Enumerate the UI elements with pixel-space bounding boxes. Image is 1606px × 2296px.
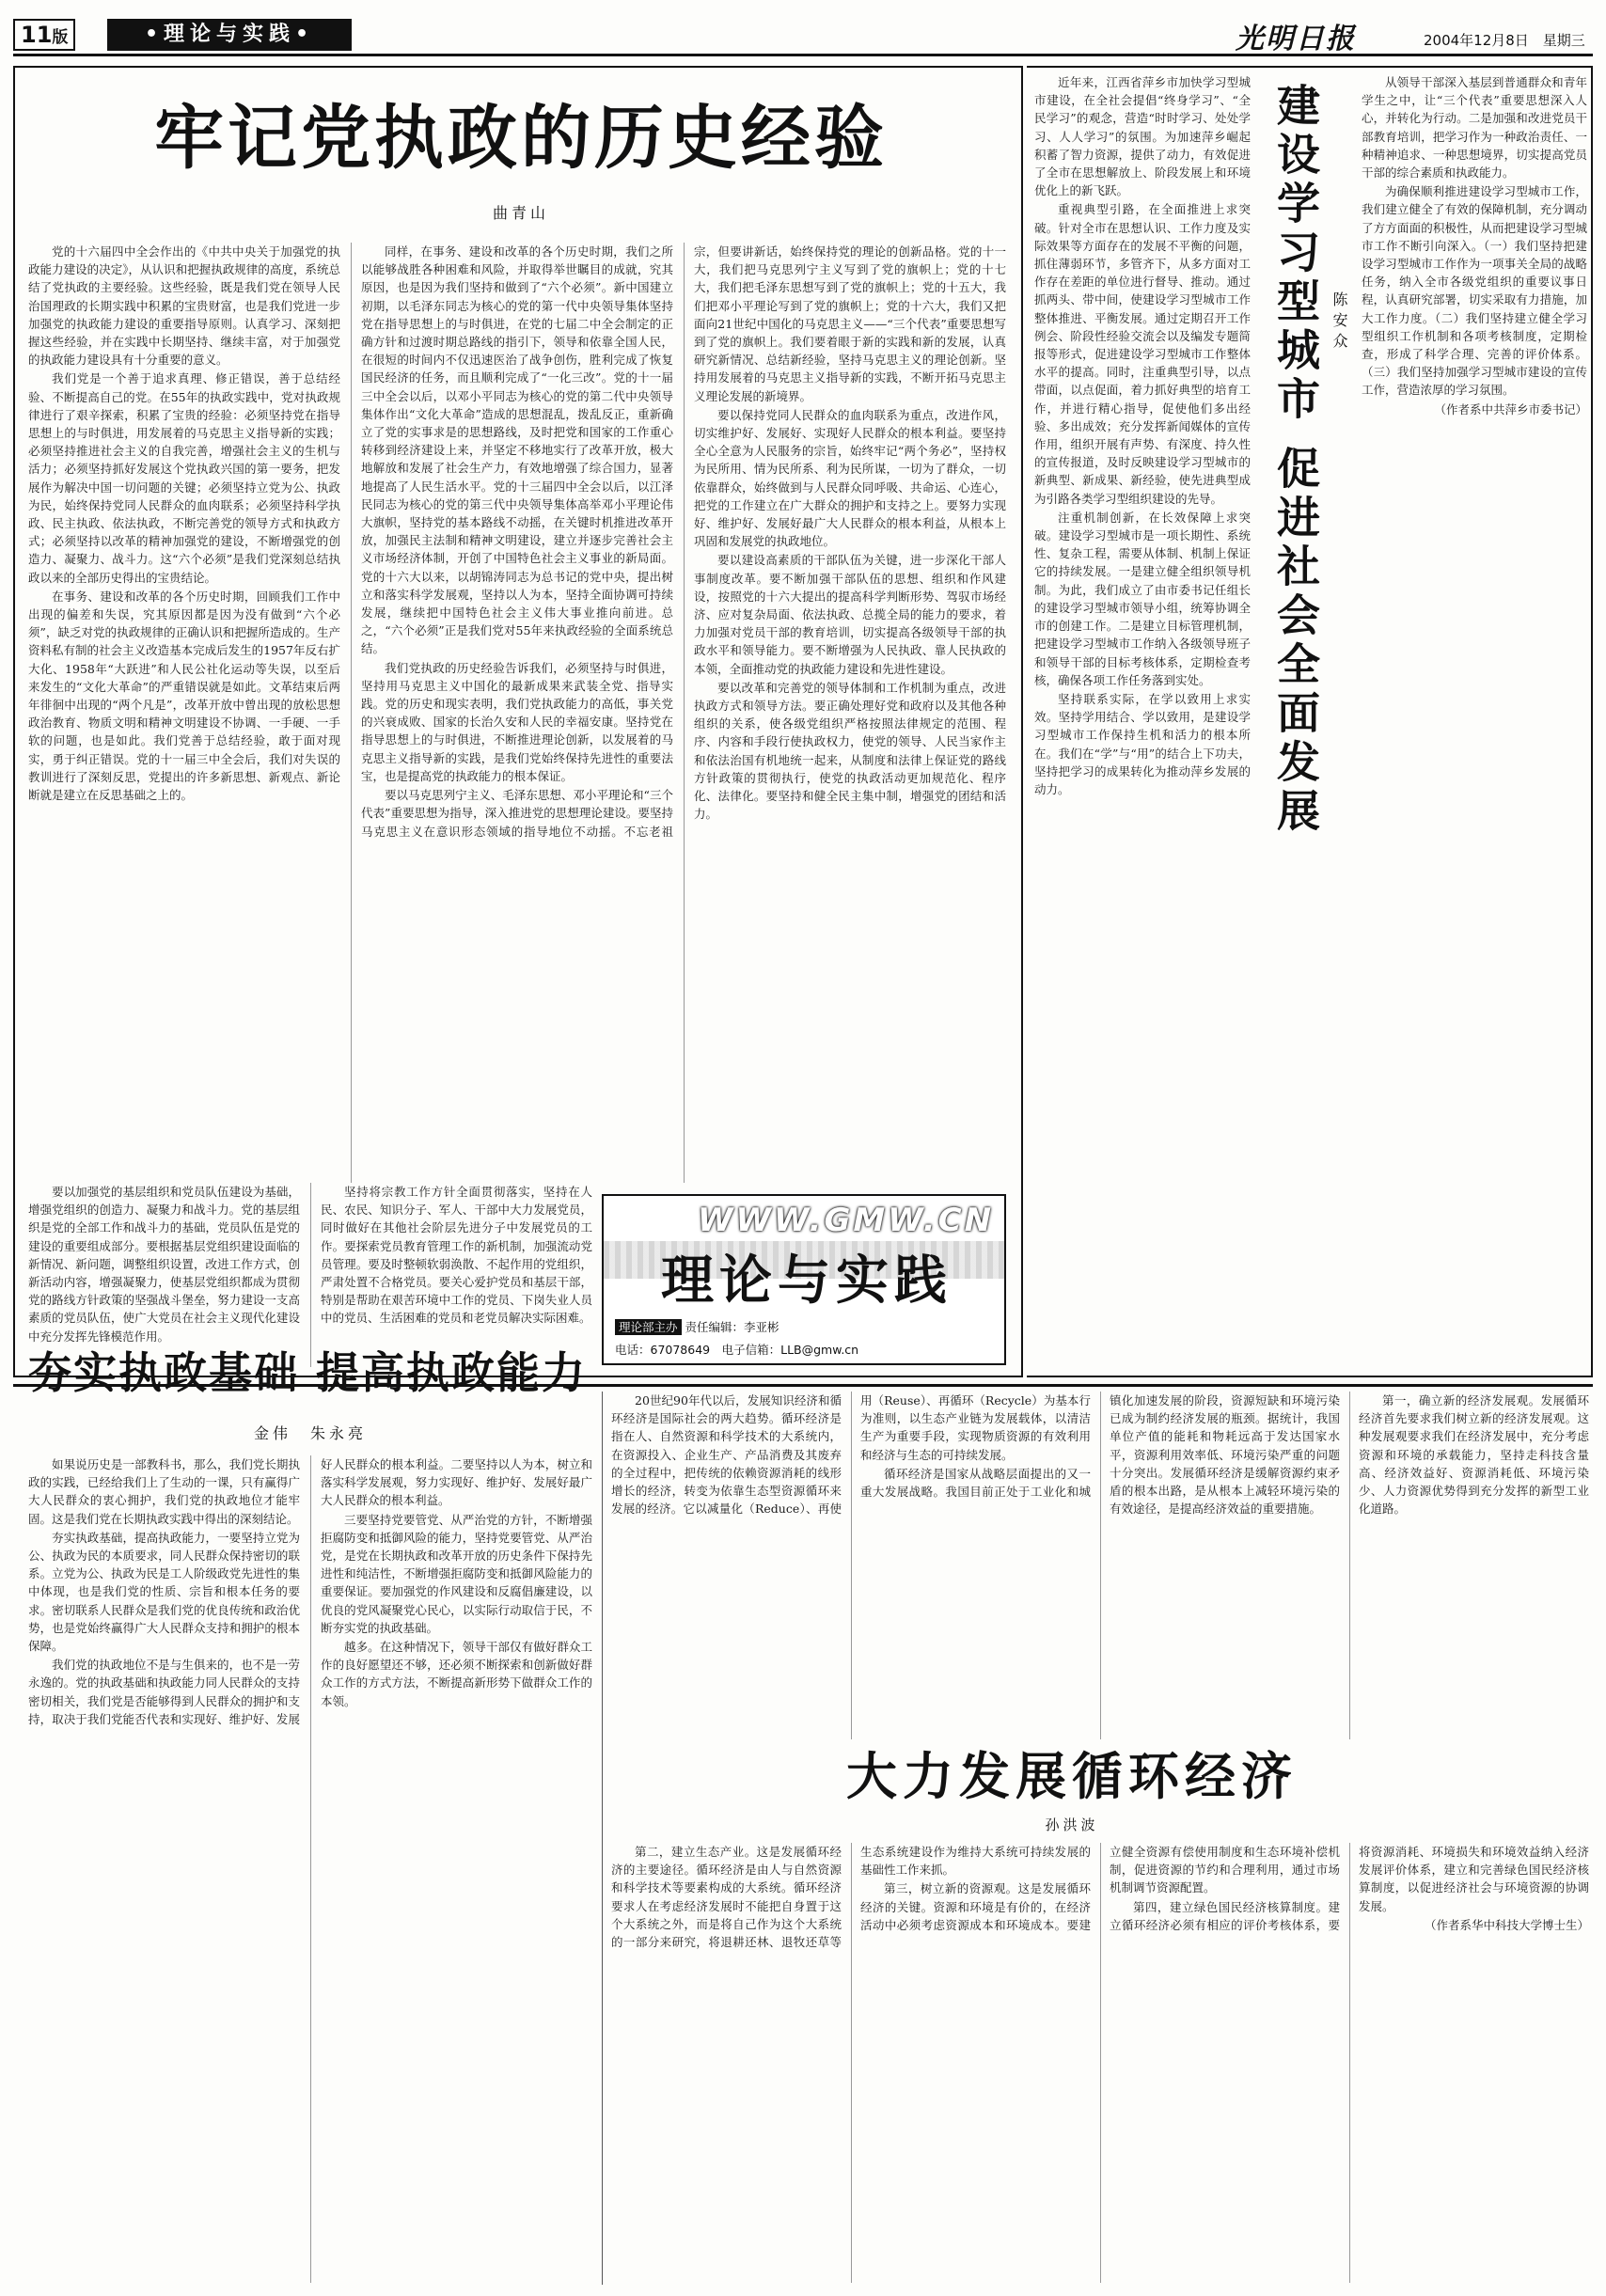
page-number [13,19,75,51]
paragraph: 第二，建立生态产业。这是发展循环经济的主要途径。循环经济是由人与自然资源和科学技术等要素构成的大系统。循环经济要求人在考虑经济发展时不能把自身置于这个大系统之外，而是将自己作为这个大系统的一部分来研究，将退耕还林、退牧还草等生态系统建设作为维持大系统可持续发展的基础性工作来抓。 [611,1845,1091,1950]
paragraph: 夯实执政基础，提高执政能力，一要坚持立党为公、执政为民的本质要求，同人民群众保持密切的联系。立党为公、执政为民是工人阶级政党先进性的集中体现，也是我们党的性质、宗旨和根本任务的要求。密切联系人民群众是我们党的优良传统和政治优势，也是党始终赢得广大人民群众支持和拥护的根本保障。 [28,1530,300,1654]
paragraph: 三要坚持党要管党、从严治党的方针，不断增强拒腐防变和抵御风险的能力，坚持党要管党、从严治党，是党在长期执政和改革开放的历史条件下保持先进性和纯洁性，不断增强拒腐防变和抵御风险能力的重要保证。要加强党的作风建设和反腐倡廉建设，以优良的党风凝聚党心民心，以实际行动取信于民，不断夯实党的执政基础。 [321,1512,592,1635]
paragraph: 要以保持党同人民群众的血肉联系为重点，改进作风，切实维护好、发展好、实现好人民群众的根本利益。要坚持全心全意为人民服务的宗旨，始终牢记“两个务必”，坚持权为民所用、情为民所系、利为民所谋，一切为了群众，一切依靠群众，始终做到与人民群众同呼吸、共命运、心连心，把党的工作建立在广大群众的拥护和支持之上。要努力实现好、维护好、发展好最广大人民群众的根本利益，从根本上巩固和发展党的执政地位。 [694,407,1006,549]
paragraph: 我们党是一个善于追求真理、修正错误，善于总结经验、不断提高自己的党。在55年的执政实践中，党对执政规律进行了艰辛探索，积累了宝贵的经验：必须坚持党在指导思想上的与时俱进，用发展着的马克思主义指导新的实践；必须坚持推进社会主义的自我完善，增强社会主义的生机与活力；必须坚持抓好发展这个党执政兴国的第一要务，把发展作为解决中国一切问题的关键；必须坚持立党为公、执政为民，始终保持党同人民群众的血肉联系；必须坚持科学执政、民主执政、依法执政，不断完善党的领导方式和执政方式；必须坚持以改革的精神加强党的建设，不断增强党的创造力、凝聚力、战斗力。这“六个必须”是我们党深刻总结执政以来的全部历史得出的宝贵结论。 [28,371,340,585]
column-divider [602,1392,603,2285]
section-tag: •理论与实践• [107,19,352,51]
article-title-right: 建设学习型城市 促进社会全面发展 [1270,83,1321,838]
paragraph: 从领导干部深入基层到普通群众和青年学生之中，让“三个代表”重要思想深入人心，并转化为行动。二是加强和改进党员干部教育培训，把学习作为一种政治责任、一种精神追求、一种思想境界，切实提高党员干部的综合素质和执政能力。 [1362,75,1587,181]
paragraph: 越多。在这种情况下，领导干部仅有做好群众工作的良好愿望还不够，还必须不断探索和创新做好群众工作的方式方法，不断提高新形势下做群众工作的本领。 [321,1640,592,1708]
paragraph: 为确保顺利推进建设学习型城市工作，我们建立健全了有效的保障机制，充分调动了方方面面的积极性，从而把建设学习型城市工作不断引向深入。（一）我们坚持把建设学习型城市工作作为一项事关全局的战略任务，纳入全市各级党组织的重要议事日程，认真研究部署，切实采取有力措施，加大工作力度。（二）我们坚持建立健全学习型组织工作机制和各项考核制度，定期检查，形成了科学合理、完善的评价体系。（三）我们坚持加强学习型城市建设的宣传工作，营造浓厚的学习氛围。 [1362,184,1587,398]
article-byline-right: 陈安众 [1330,291,1348,354]
article-title-main: 牢记党执政的历史经验 [154,98,888,179]
paragraph: 要以马克思列宁主义、毛泽东思想、邓小平理论和“三个代表”重要思想为指导，深入推进党的思想理论建设。要坚持马克思主义在意识形态领域的指导地位不动摇。不忘老祖宗，但要讲新话，始终保持党的理论的创新品格。党的十一大，我们把马克思列宁主义写到了党的旗帜上；党的十七大，我们把毛泽东思想写到了党的旗帜上；党的十五大，我们把邓小平理论写到了党的旗帜上；党的十六大，我们又把面向21世纪中国化的马克思主义——“三个代表”重要思想写到了党的旗帜上。我们要着眼于新的实践和新的发展，认真研究新情况、总结新经验，坚持马克思主义的理论创新。坚持用发展着的马克思主义指导新的实践，不断开拓马克思主义理论发展的新境界。 [361,244,1006,839]
section-logo-box [602,1194,1006,1365]
website-url: WWW.GMW.CN [698,1202,995,1239]
article-body-bottom-left [28,1455,592,2283]
paragraph: 同样，在事务、建设和改革的各个历史时期，我们之所以能够战胜各种困难和风险，并取得举世瞩目的成就，究其原因，也是因为我们坚持和做到了“六个必须”。新中国建立初期，以毛泽东同志为核心的党的第一代中央领导集体坚持党在指导思想上的与时俱进，在党的七届二中全会制定的正确方针和过渡时期总路线的指引下，领导和依靠全国人民，在很短的时间内不仅迅速医治了战争创伤，胜利完成了恢复国民经济的任务，而且顺利完成了“一化三改”。党的十一届三中全会以后，以邓小平同志为核心的党的第二代中央领导集体作出“文化大革命”造成的思想混乱，拨乱反正，重新确立了党的实事求是的思想路线，及时把党和国家的工作重心转移到经济建设上来，并坚定不移地实行了改革开放，极大地解放和发展了社会生产力，有效地增强了综合国力，显著地提高了人民生活水平。党的十三届四中全会以后，以江泽民同志为核心的党的第三代中央领导集体高举邓小平理论伟大旗帜，坚持党的基本路线不动摇，在关键时机推进改革开放，加强民主法制和精神文明建设，建立并逐步完善社会主义市场经济体制，开创了中国特色社会主义事业的新局面。党的十六大以来，以胡锦涛同志为总书记的党中央，提出树立和落实科学发展观，坚持以人为本，坚持全面协调可持续发展，继续把中国特色社会主义伟大事业推向前进。总之，“六个必须”正是我们党对55年来执政经验的全面系统总结。 [361,244,673,656]
paragraph: 要以建设高素质的干部队伍为关键，进一步深化干部人事制度改革。要不断加强干部队伍的思想、组织和作风建设，按照党的十六大提出的提高科学判断形势、驾驭市场经济、应对复杂局面、依法执政、总揽全局的能力的要求，着力加强对党员干部的教育培训，切实提高各级领导干部的执政水平和领导能力。要不断增强为人民执政、靠人民执政的本领，全面推动党的执政能力建设和先进性建设。 [694,553,1006,676]
paragraph: 我们党执政的历史经验告诉我们，必须坚持与时俱进，坚持用马克思主义中国化的最新成果来武装全党、指导实践。党的历史和现实表明，我们党执政能力的高低，事关党的兴衰成败、国家的长治久安和人民的幸福安康。坚持党在指导思想上的与时俱进，不断推进理论创新，以发展着的马克思主义指导新的实践，是我们党始终保持先进性的重要法宝，也是提高党的执政能力的根本保证。 [361,660,673,783]
article-body-main-lower [28,1183,592,1367]
paragraph: 近年来，江西省萍乡市加快学习型城市建设，在全社会提倡“终身学习”、“全民学习”的观念，营造“时时学习、处处学习、人人学习”的氛围。为加速萍乡崛起积蓄了智力资源，提供了动力，有效促进了全市在思想解放上、阶段发展上和环境优化上的新飞跃。 [1034,75,1251,198]
paragraph: 要以改革和完善党的领导体制和工作机制为重点，改进执政方式和领导方法。要正确处理好党和政府以及其他各种组织的关系，使各级党组织严格按照法律规定的范围、程序、内容和手段行使执政权力，使党的领导、人民当家作主和依法治国有机地统一起来，从制度和法律上保证党的路线方针政策的贯彻执行，使党的执政活动更加规范化、程序化、法律化。要坚持和健全民主集中制，增强党的团结和活力。 [694,680,1006,822]
paragraph: 重视典型引路，在全面推进上求突破。针对全市在思想认识、工作力度及实际效果等方面存在的发展不平衡的问题，抓住薄弱环节，多管齐下，从多方面对工作存在差距的单位进行督导、推动。通过抓两头、带中间，使建设学习型城市工作整体推进、平衡发展。通过定期召开工作例会、阶段性经验交流会以及编发专题简报等形式，促进建设学习型城市工作整体水平的提高。同时，注重典型引导，以点带面，以点促面，着力抓好典型的培育工作，并进行精心指导，促使他们多出经验、多出成效；充分发挥新闻媒体的宣传作用，组织开展有声势、有深度、持久性的宣传报道，及时反映建设学习型城市的新典型、新成果、新经验，使先进典型成为引路各类学习型组织建设的先导。 [1034,202,1251,506]
paragraph: 坚持联系实际，在学以致用上求实效。坚持学用结合、学以致用，是建设学习型城市工作保持生机和活力的根本所在。我们在“学”与“用”的结合上下功夫，坚持把学习的成果转化为推动萍乡发展的动力。 [1034,691,1251,796]
page-number-suffix: 版 [52,28,69,47]
paragraph: 循环经济是国家从战略层面提出的又一重大发展战略。我国目前正处于工业化和城镇化加速发展的阶段，资源短缺和环境污染已成为制约经济发展的瓶颈。据统计，我国单位产值的能耗和物耗远高于发达国家水平，资源利用效率低、环境污染严重的问题十分突出。发展循环经济是缓解资源约束矛盾的根本出路，是从根本上减轻环境污染的有效途径，是提高经济效益的重要措施。 [860,1393,1340,1517]
paragraph: 如果说历史是一部教科书，那么，我们党长期执政的实践，已经给我们上了生动的一课，只有赢得广大人民群众的衷心拥护，我们党的执政地位才能牢固。这是我们党在长期执政实践中得出的深刻结论。 [28,1457,300,1526]
paragraph: 第四，建立绿色国民经济核算制度。建立循环经济必须有相应的评价考核体系，要将资源消耗、环境损失和环境效益纳入经济发展评价体系，建立和完善绿色国民经济核算制度，以促进经济社会与环境资源的协调发展。 [1110,1845,1589,1932]
paragraph: 第三，树立新的资源观。这是发展循环经济的关键。资源和环境是有价的，在经济活动中必须考虑资源成本和环境成本。要建立健全资源有偿使用制度和生态环境补偿机制，促进资源的节约和合理利用，通过市场机制调节资源配置。 [860,1845,1340,1932]
article-body-right-col [1362,73,1587,1363]
editor-info [615,1318,779,1335]
article-body-right-top [1034,73,1251,1363]
paragraph: 在事务、建设和改革的各个历史时期，回顾我们工作中出现的偏差和失误，究其原因都是因为没有做到“六个必须”，缺乏对党的执政规律的正确认识和把握所造成的。生产资料私有制的社会主义改造基本完成后发生的1957年反右扩大化、1958年“大跃进”和人民公社化运动等失误，以至后来发生的“文化大革命”的严重错误就是如此。文革结束后两年徘徊中出现的“两个凡是”，改革开放中曾出现的放松思想政治教育、物质文明和精神文明建设不协调、一手硬、一手软的问题，也是如此。我们党善于总结经验，敢于面对现实，勇于纠正错误。党的十一届三中全会后，我们对失误的教训进行了深刻反思，党提出的许多新思想、新观点、新论断就是建立在反思基础之上的。 [28,589,340,803]
article-body-bottom-right-bottom [611,1843,1589,2283]
paragraph: 20世纪90年代以后，发展知识经济和循环经济是国际社会的两大趋势。循环经济是指在人、自然资源和科学技术的大系统内，在资源投入、企业生产、产品消费及其废弃的全过程中，把传统的依赖资源消耗的线形增长的经济，转变为依靠生态型资源循环来发展的经济。它以减量化（Reduce）、再使用（Reuse）、再循环（Recycle）为基本行为准则，以生态产业链为发展载体，以清洁生产为重要手段，实现物质资源的有效利用和经济与生态的可持续发展。 [611,1393,1091,1517]
paragraph: （作者系华中科技大学博士生） [1424,1917,1589,1932]
newspaper-name: 光明日报 [1236,23,1356,55]
paragraph: 注重机制创新，在长效保障上求突破。建设学习型城市是一项长期性、系统性、复杂工程，需要从体制、机制上保证它的持续发展。一是建立健全组织领导机制。为此，我们成立了由市委书记任组长的建设学习型城市领导小组，统筹协调全市的创建工作。二是建立目标管理机制，把建设学习型城市工作纳入各级领导班子和领导干部的目标考核体系，定期检查考核，确保各项工作任务落到实处。 [1034,510,1251,687]
paragraph: 我们党的执政地位不是与生俱来的，也不是一劳永逸的。党的执政基础和执政能力同人民群众的支持密切相关，我们党是否能够得到人民群众的拥护和支持，取决于我们党能否代表和实现好、维护好、发展好人民群众的根本利益。二要坚持以人为本，树立和落实科学发展观，努力实现好、维护好、发展好最广大人民群众的根本利益。 [28,1457,592,1726]
paragraph: 要以加强党的基层组织和党员队伍建设为基础，增强党组织的创造力、凝聚力和战斗力。党的基层组织是党的全部工作和战斗力的基础，党员队伍是党的建设的重要组成部分。要根据基层党组织建设面临的新情况、新问题，调整组织设置，改进工作方式，创新活动内容，增强凝聚力，使基层党组织都成为贯彻党的路线方针政策的坚强战斗堡垒，努力建设一支高素质的党员队伍，使广大党员在社会主义现代化建设中充分发挥先锋模范作用。 [28,1185,300,1344]
article-title-bottom-left: 夯实执政基础 提高执政能力 [28,1347,588,1398]
contact-line: 电话：67078649 电子信箱：LLB@gmw.cn [615,1343,859,1357]
article-title-bottom-right: 大力发展循环经济 [846,1747,1298,1806]
issue-date: 2004年12月8日 星期三 [1424,32,1585,49]
paragraph: 党的十六届四中全会作出的《中共中央关于加强党的执政能力建设的决定》，从认识和把握执政规律的高度，系统总结了党执政的主要经验。这些经验，既是我们党在领导人民治国理政的长期实践中积累的宝贵财富，也是我们党进一步加强党的执政能力建设的重要指导原则。认真学习、深刻把握这些经验，并在实践中长期坚持、继续丰富，对于加强党的执政能力建设具有十分重要的意义。 [28,244,340,368]
section-logo-title: 理论与实践 [661,1250,953,1312]
article-byline-bottom-left: 金伟 朱永亮 [253,1424,367,1442]
paragraph: 坚持将宗教工作方针全面贯彻落实，坚持在人民、农民、知识分子、军人、干部中大力发展党员，同时做好在其他社会阶层先进分子中发展党员的工作。要探索党员教育管理工作的新机制，加强流动党员管理。要及时整顿软弱涣散、不起作用的党组织，严肃处置不合格党员。要关心爱护党员和基层干部，特别是帮助在艰苦环境中工作的党员、下岗失业人员中的党员、生活困难的党员和老党员解决实际困难。 [321,1185,592,1326]
article-byline-main: 曲青山 [492,204,549,222]
editor-line: 责任编辑：李亚彬 [685,1320,779,1334]
page-number-value: 11 [21,22,53,48]
article-body-main [28,243,1006,1183]
paragraph: 第一，确立新的经济发展观。发展循环经济首先要求我们树立新的经济发展观。这种发展观要求我们在经济发展中，充分考虑资源和环境的承载能力，坚持走科技含量高、经济效益好、资源消耗低、环境污染少、人力资源优势得到充分发挥的新型工业化道路。 [1359,1393,1589,1517]
article-byline-bottom-right: 孙洪波 [1045,1816,1099,1833]
paragraph: （作者系中共萍乡市委书记） [1434,401,1587,417]
sponsor-tag: 理论部主办 [615,1319,682,1335]
masthead [13,9,1593,56]
article-body-bottom-right-top [611,1392,1589,1739]
